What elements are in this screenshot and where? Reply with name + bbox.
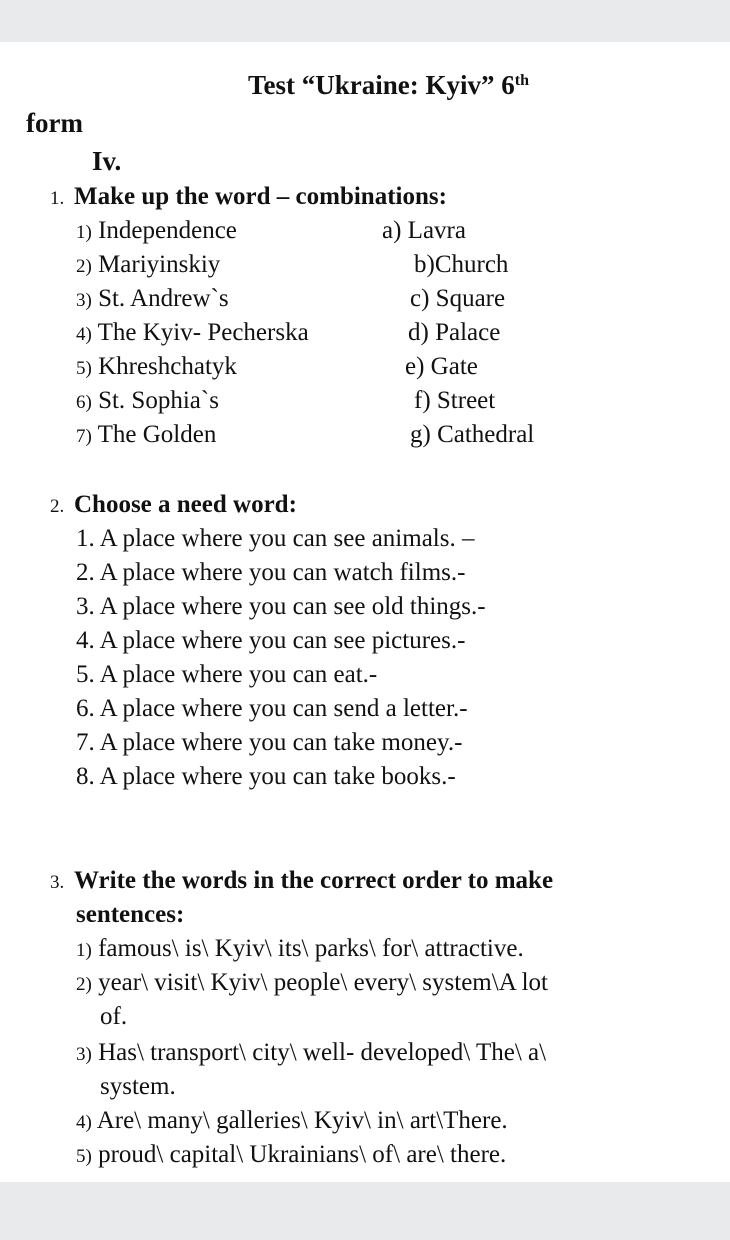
task3-heading: Write the words in the correct order to make [74,867,554,894]
task3-heading-cont: sentences: [76,901,185,928]
list-item: 4) Are\ many\ galleries\ Kyiv\ in\ art\There. [76,1107,508,1134]
task3-number: 3. [50,872,65,893]
list-item: 6. A place where you can send a letter.- [76,695,468,722]
list-item: f) Street [414,387,496,414]
list-item: 5) Khreshchatyk [76,353,237,380]
list-item: 1) Independence [76,217,237,244]
list-item: 1. A place where you can see animals. – [76,525,475,552]
list-item: 7. A place where you can take money.- [76,729,463,756]
list-item: 3) St. Andrew`s [76,285,229,312]
list-item: 2. A place where you can watch films.- [76,559,466,586]
list-item: e) Gate [405,353,478,380]
list-item: 1) famous\ is\ Kyiv\ its\ parks\ for\ attractive. [76,935,524,962]
list-item: 3) Has\ transport\ city\ well- developed\ The\ a\ [76,1039,547,1066]
list-item: 8. A place where you can take books.- [76,763,456,790]
list-item: a) Lavra [382,217,466,244]
task1-heading: Make up the word – combinations: [74,183,447,210]
task2-number: 2. [50,496,65,517]
task1-number: 1. [50,188,65,209]
list-item: 4. A place where you can see pictures.- [76,627,466,654]
list-item: 2) Mariyinskiy [76,251,221,278]
list-item: 7) The Golden [76,421,217,448]
list-item: 3. A place where you can see old things.- [76,593,486,620]
list-item: b)Church [414,251,509,278]
list-item: g) Cathedral [410,421,535,448]
form-line: form [26,108,83,138]
variant-label: Iv. [92,146,122,176]
list-item: 5. A place where you can eat.- [76,661,378,688]
list-item-continuation: of. [100,1003,128,1030]
task2-heading: Choose a need word: [74,491,297,518]
list-item: 4) The Kyiv- Pecherska [76,319,309,346]
list-item: 5) proud\ capital\ Ukrainians\ of\ are\ there. [76,1141,507,1168]
list-item: c) Square [410,285,506,312]
list-item: 6) St. Sophia`s [76,387,219,414]
list-item: 2) year\ visit\ Kyiv\ people\ every\ system\A lot [76,969,549,996]
list-item-continuation: system. [100,1073,176,1100]
test-title: Test “Ukraine: Kyiv” 6th [248,70,529,100]
document-page [0,42,730,1182]
list-item: d) Palace [408,319,501,346]
